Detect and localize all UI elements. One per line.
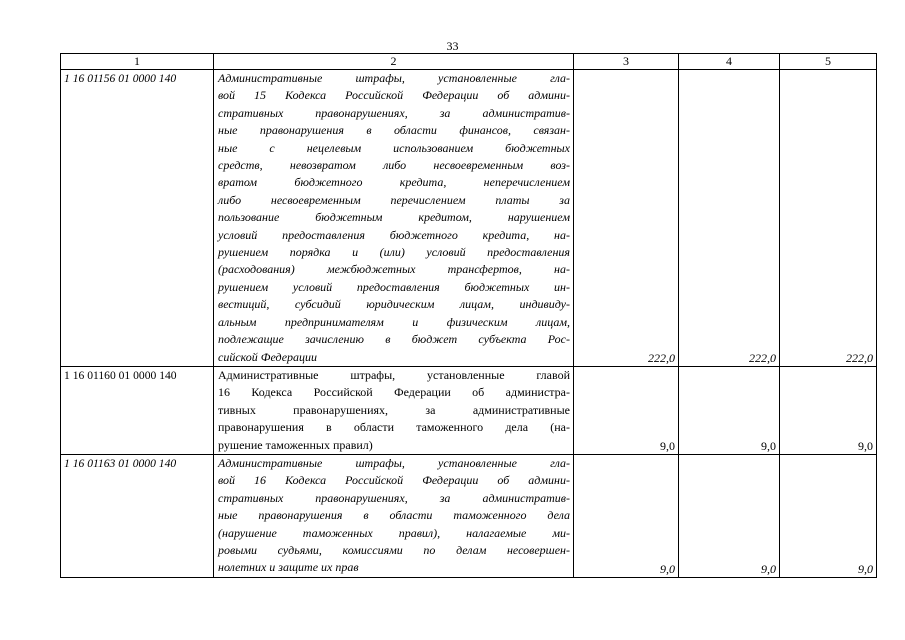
column-header-3: 3 (574, 54, 679, 70)
budget-table (60, 53, 877, 578)
description-line: рушение таможенных правил) (218, 437, 373, 452)
description-line: сийской Федерации (218, 349, 318, 364)
description-line: ровыми судьями, комиссиями по делам несовершен- (218, 542, 570, 557)
amount-column-3: 222,0 (574, 70, 679, 367)
description-line: (расходования) межбюджетных трансфертов, на- (218, 262, 570, 277)
column-header-2: 2 (214, 54, 574, 70)
description-line: ные правонарушения в области таможенного дела (218, 508, 570, 523)
budget-code: 1 16 01156 01 0000 140 (61, 70, 214, 367)
description-line: нолетних и защите их прав (218, 560, 359, 575)
amount-column-4: 9,0 (679, 366, 780, 454)
description-line: рушением условий предоставления бюджетных ин- (218, 279, 570, 294)
column-header-1: 1 (61, 54, 214, 70)
description-line: правонарушения в области таможенного дела (на- (218, 420, 570, 435)
description-line: стративных правонарушениях, за административ- (218, 490, 570, 505)
description-line: средств, невозвратом либо несвоевременным воз- (218, 158, 570, 173)
revenue-description (214, 454, 574, 577)
description-line: (нарушение таможенных правил), налагаемые ми- (218, 525, 570, 540)
amount-column-4: 9,0 (679, 454, 780, 577)
column-header-5: 5 (780, 54, 877, 70)
amount-column-5: 9,0 (780, 366, 877, 454)
description-line: стративных правонарушениях, за административ- (218, 105, 570, 120)
description-line: Административные штрафы, установленные гла- (218, 71, 570, 85)
description-line: Административные штрафы, установленные главой (218, 367, 570, 382)
description-line: ные с нецелевым использованием бюджетных (218, 140, 570, 155)
description-line: вестиций, субсидий юридическим лицам, индивиду- (218, 297, 570, 312)
description-line: Административные штрафы, установленные гла- (218, 455, 570, 470)
amount-column-5: 222,0 (780, 70, 877, 367)
table-row (61, 366, 877, 454)
description-line: вой 15 Кодекса Российской Федерации об админи- (218, 88, 570, 103)
table-row (61, 70, 877, 367)
description-line: рушением порядка и (или) условий предоставления (218, 245, 570, 260)
column-header-4: 4 (679, 54, 780, 70)
description-line: пользование бюджетным кредитом, нарушением (218, 210, 570, 225)
description-line: условий предоставления бюджетного кредита, на- (218, 227, 570, 242)
table-header-row (61, 54, 877, 70)
description-line: 16 Кодекса Российской Федерации об администра- (218, 385, 570, 400)
description-line: подлежащие зачислению в бюджет субъекта Рос- (218, 332, 570, 347)
description-line: альным предпринимателям и физическим лицам, (218, 314, 570, 329)
amount-column-3: 9,0 (574, 366, 679, 454)
description-line: вратом бюджетного кредита, неперечислением (218, 175, 570, 190)
description-line: вой 16 Кодекса Российской Федерации об админи- (218, 473, 570, 488)
description-line: ные правонарушения в области финансов, связан- (218, 123, 570, 138)
amount-column-5: 9,0 (780, 454, 877, 577)
table-row (61, 454, 877, 577)
description-line: либо несвоевременным перечислением платы за (218, 192, 570, 207)
page-number: 33 (446, 39, 459, 53)
budget-code: 1 16 01160 01 0000 140 (61, 366, 214, 454)
budget-code: 1 16 01163 01 0000 140 (61, 454, 214, 577)
revenue-description (214, 70, 574, 367)
amount-column-4: 222,0 (679, 70, 780, 367)
revenue-description (214, 366, 574, 454)
description-line: тивных правонарушениях, за административные (218, 402, 570, 417)
amount-column-3: 9,0 (574, 454, 679, 577)
